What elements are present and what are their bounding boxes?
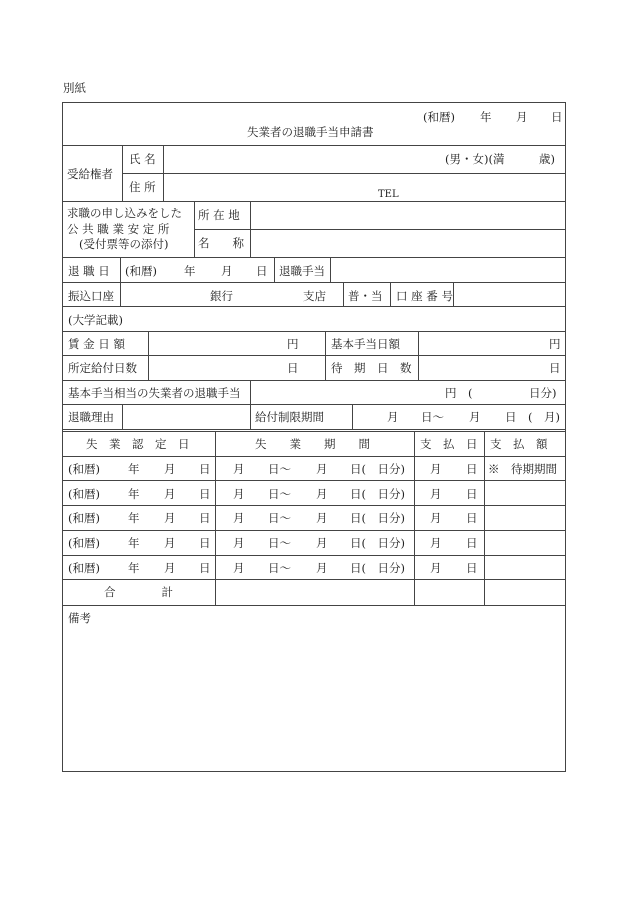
row-month: 月	[164, 536, 176, 551]
header-day: 日	[551, 110, 563, 124]
retirement-month: 月	[221, 264, 233, 278]
waiting-days-unit: 日	[549, 361, 561, 375]
row-month: 月	[164, 511, 176, 526]
grid-line	[414, 431, 415, 605]
tel-label: TEL	[378, 189, 399, 200]
row-month: 月	[164, 560, 176, 575]
row-period-day-to: 日〜	[268, 486, 291, 501]
grid-line	[62, 431, 566, 432]
restriction-day-to: 日〜	[421, 410, 444, 424]
grid-line	[120, 257, 121, 282]
row-period-day-to: 日〜	[268, 511, 291, 526]
account-number-input[interactable]	[456, 284, 564, 306]
row-period-day-count: 日( 日分)	[350, 536, 405, 551]
address-label: 住 所	[129, 180, 156, 194]
row-amount-input[interactable]	[486, 532, 564, 554]
grid-line	[484, 431, 485, 605]
row-month: 月	[164, 462, 176, 476]
remarks-label: 備考	[68, 611, 91, 625]
office-label-line2: 公 共 職 業 安 定 所	[67, 222, 170, 236]
grid-line	[453, 282, 454, 306]
row-month: 月	[164, 486, 176, 501]
grid-line	[62, 530, 566, 531]
retirement-date-label: 退 職 日	[68, 264, 110, 278]
grid-line	[62, 480, 566, 481]
bank-account-label: 振込口座	[68, 289, 114, 303]
grid-line	[62, 201, 566, 202]
benefit-days-label: 所定給付日数	[68, 361, 137, 375]
row-era: (和暦)	[68, 511, 100, 526]
total-label: 合 計	[104, 585, 173, 599]
grid-line	[62, 145, 566, 146]
row-period-month: 月	[233, 536, 245, 551]
grid-line	[62, 579, 566, 580]
row-pay-day: 日	[466, 560, 478, 575]
grid-line	[62, 331, 566, 332]
grid-line	[418, 331, 419, 380]
grid-line	[62, 429, 566, 430]
grid-line	[62, 505, 566, 506]
grid-line	[62, 257, 566, 258]
wage-yen: 円	[287, 337, 299, 351]
grid-line	[148, 331, 149, 380]
row-pay-month: 月	[430, 486, 442, 501]
retirement-allowance-label: 退職手当	[279, 264, 325, 278]
retirement-allowance-input[interactable]	[333, 259, 564, 283]
name-input[interactable]	[165, 147, 435, 171]
row-pay-month: 月	[430, 536, 442, 551]
grid-line	[330, 257, 331, 282]
grid-line	[250, 201, 251, 257]
grid-line	[352, 404, 353, 429]
waiting-days-label: 待 期 日 数	[331, 361, 412, 375]
row-period-month: 月	[233, 560, 245, 575]
row-day: 日	[199, 560, 211, 575]
university-note: (大学記載)	[68, 313, 123, 327]
office-location-label: 所 在 地	[198, 208, 240, 222]
row-year: 年	[128, 511, 140, 526]
restriction-period-label: 給付制限期間	[255, 410, 324, 424]
row-period-month2: 月	[316, 536, 328, 551]
grid-line	[390, 282, 391, 306]
restriction-month: 月	[387, 410, 399, 424]
row-period-month: 月	[233, 511, 245, 526]
office-name-label: 名 称	[198, 236, 244, 250]
row-period-day-count: 日( 日分)	[350, 511, 405, 526]
row-pay-month: 月	[430, 462, 442, 476]
row-year: 年	[128, 462, 140, 476]
office-name-input[interactable]	[252, 231, 564, 255]
row-period-month2: 月	[316, 462, 328, 476]
row-period-day-count: 日( 日分)	[350, 486, 405, 501]
account-number-label: 口 座 番 号	[396, 289, 453, 303]
row-amount-input[interactable]	[486, 483, 564, 505]
row-pay-day: 日	[466, 486, 478, 501]
equivalent-days: 日分)	[529, 386, 557, 400]
bank-name-suffix: 銀行	[210, 289, 233, 303]
header-payment-amount: 支 払 額	[490, 437, 548, 451]
grid-line	[62, 456, 566, 457]
recipient-label: 受給権者	[67, 167, 113, 181]
row-amount-input[interactable]	[486, 507, 564, 529]
row-period-month: 月	[233, 462, 245, 476]
retirement-reason-label: 退職理由	[68, 410, 114, 424]
basic-daily-label: 基本手当日額	[331, 337, 400, 351]
grid-line	[122, 145, 123, 201]
row-period-day-to: 日〜	[268, 536, 291, 551]
row-era: (和暦)	[68, 462, 100, 476]
gender-age: (男・女)(満 歳)	[445, 152, 555, 166]
row-period-day-to: 日〜	[268, 462, 291, 476]
grid-line	[250, 380, 251, 404]
grid-line	[122, 173, 566, 174]
basic-daily-yen: 円	[549, 337, 561, 351]
row-period-month2: 月	[316, 511, 328, 526]
office-location-input[interactable]	[252, 203, 564, 227]
row-year: 年	[128, 486, 140, 501]
row-year: 年	[128, 536, 140, 551]
header-year: 年	[480, 110, 492, 124]
remarks-input[interactable]	[64, 628, 564, 770]
address-input[interactable]	[165, 175, 563, 199]
row-era: (和暦)	[68, 486, 100, 501]
form-title: 失業者の退職手当申請書	[247, 125, 374, 139]
row-period-month2: 月	[316, 486, 328, 501]
grid-line	[343, 282, 344, 306]
office-label-line3: (受付票等の添付)	[79, 237, 169, 251]
grid-line	[122, 404, 123, 429]
annex-label: 別紙	[63, 81, 86, 95]
grid-line	[274, 257, 275, 282]
header-month: 月	[516, 110, 528, 124]
branch-suffix: 支店	[303, 289, 326, 303]
account-type: 普・当	[348, 289, 383, 303]
row-pay-day: 日	[466, 462, 478, 476]
office-label-line1: 求職の申し込みをした	[67, 206, 182, 220]
retirement-reason-input[interactable]	[124, 405, 248, 427]
header-payment-date: 支 払 日	[420, 437, 478, 451]
row-day: 日	[199, 486, 211, 501]
equivalent-label: 基本手当相当の失業者の退職手当	[68, 386, 241, 400]
header-certification-date: 失 業 認 定 日	[86, 437, 190, 451]
row-era: (和暦)	[68, 560, 100, 575]
grid-line	[62, 605, 566, 606]
row-year: 年	[128, 560, 140, 575]
row-period-month: 月	[233, 486, 245, 501]
row-pay-day: 日	[466, 511, 478, 526]
equivalent-yen: 円 (	[445, 386, 473, 400]
retirement-day: 日	[256, 264, 268, 278]
grid-line	[62, 355, 566, 356]
row-pay-month: 月	[430, 511, 442, 526]
header-unemployment-period: 失 業 期 間	[255, 437, 370, 451]
grid-line	[62, 380, 566, 381]
row-day: 日	[199, 462, 211, 476]
grid-line	[215, 431, 216, 605]
row-period-day-to: 日〜	[268, 560, 291, 575]
row-pay-day: 日	[466, 536, 478, 551]
benefit-days-unit: 日	[287, 361, 299, 375]
restriction-month2: 月	[469, 410, 481, 424]
retirement-year: 年	[184, 264, 196, 278]
grid-line	[194, 201, 195, 257]
row-day: 日	[199, 511, 211, 526]
row-amount-input[interactable]	[486, 557, 564, 579]
grid-line	[325, 331, 326, 380]
row-period-day-count: 日( 日分)	[350, 560, 405, 575]
grid-line	[120, 282, 121, 306]
row-period-day-count: 日( 日分)	[350, 462, 405, 476]
row-period-month2: 月	[316, 560, 328, 575]
row-amount-note: ※ 待期期間	[488, 462, 557, 476]
grid-line	[163, 145, 164, 201]
wage-daily-label: 賃 金 日 額	[68, 337, 125, 351]
restriction-day2: 日 ( 月)	[505, 410, 560, 424]
row-day: 日	[199, 536, 211, 551]
name-label: 氏 名	[129, 152, 156, 166]
row-pay-month: 月	[430, 560, 442, 575]
header-era: (和暦)	[423, 110, 455, 124]
grid-line	[250, 404, 251, 429]
row-era: (和暦)	[68, 536, 100, 551]
grid-line	[62, 306, 566, 307]
retirement-era: (和暦)	[125, 264, 157, 278]
